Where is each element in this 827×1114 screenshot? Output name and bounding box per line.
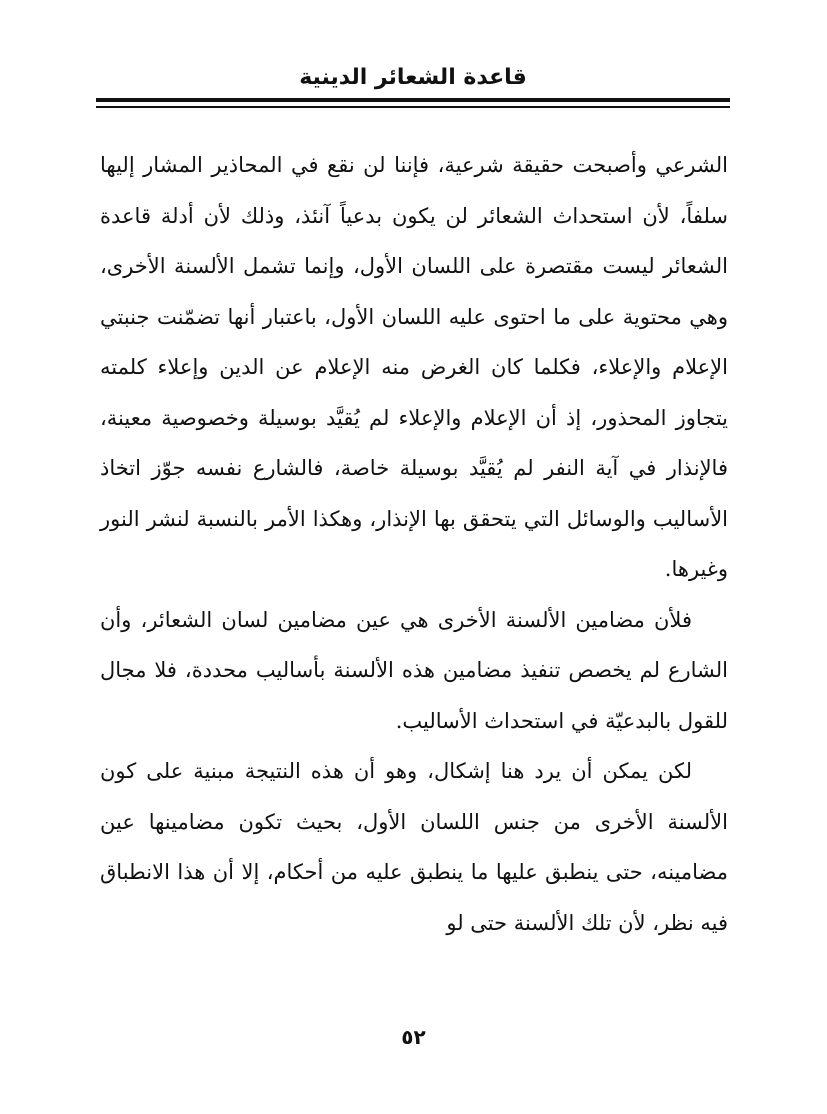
paragraph-3: لكن يمكن أن يرد هنا إشكال، وهو أن هذه النتيجة مبنية على كون الألسنة الأخرى من جنس اللسان الأول، بحيث تكون مضامينها عين مضامينه، حتى ينطبق عليها ما ينطبق عليه من أحكام، إلا أن هذا الانطباق فيه نظر، لأن تلك الألسنة حتى لو xyxy=(100,759,728,935)
paragraph-2: فلأن مضامين الألسنة الأخرى هي عين مضامين لسان الشعائر، وأن الشارع لم يخصص تنفيذ مضامين هذه الألسنة بأساليب محددة، فلا مجال للقول بالبدعيّة في استحداث الأساليب. xyxy=(100,607,728,733)
header-rule-thick xyxy=(96,98,730,102)
body-text xyxy=(100,140,728,948)
header-rule-thin xyxy=(96,106,730,108)
page-number: ٥٢ xyxy=(401,1025,426,1049)
paragraph-1: الشرعي وأصبحت حقيقة شرعية، فإننا لن نقع في المحاذير المشار إليها سلفاً، لأن استحداث الشعائر لن يكون بدعياً آنئذ، وذلك لأن أدلة قاعدة الشعائر ليست مقتصرة على اللسان الأول، وإنما تشمل الألسنة الأخرى، وهي محتوية على ما احتوى عليه اللسان الأول، باعتبار أنها تضمّنت جنبتي الإعلام والإعلاء، فكلما كان الغرض منه الإعلام عن الدين وإعلاء كلمته يتجاوز المحذور، إذ أن الإعلام والإعلاء لم يُقيَّد بوسيلة وخصوصية معينة، فالإنذار في آية النفر لم يُقيَّد بوسيلة خاصة، فالشارع نفسه جوّز اتخاذ الأساليب والوسائل التي يتحقق بها الإنذار، وهكذا الأمر بالنسبة لنشر النور وغيرها. xyxy=(100,153,728,581)
running-header-title: قاعدة الشعائر الدينية xyxy=(299,65,527,90)
